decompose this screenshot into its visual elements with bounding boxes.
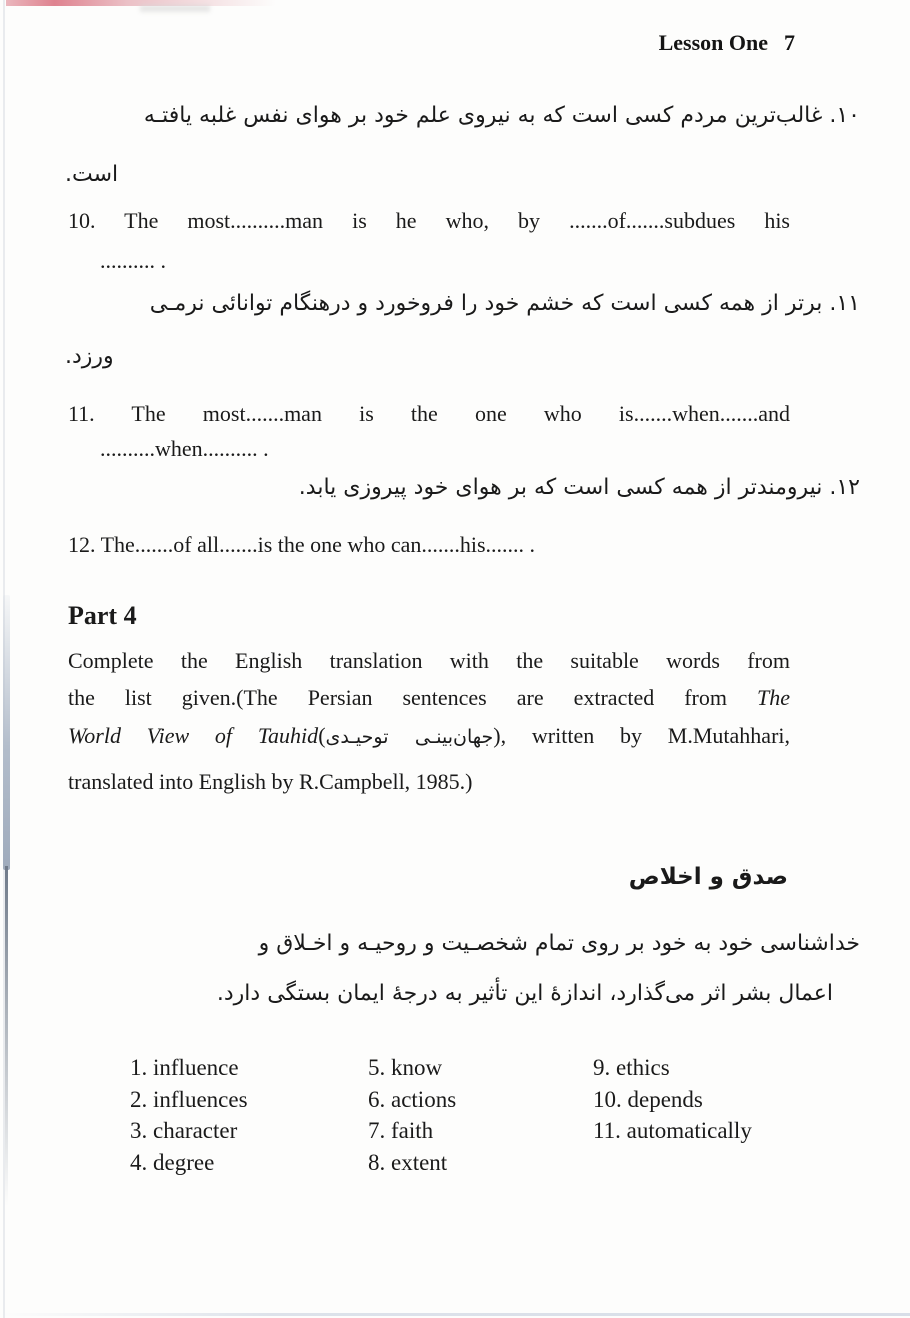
word-item: 7. faith	[368, 1118, 434, 1143]
instruction-line-4: translated into English by R.Campbell, 1985.)	[68, 769, 473, 794]
instruction-line-3-rest: ), written by M.Mutahhari,	[493, 723, 791, 748]
book-title-persian: جهان‌بینـی توحیـدی	[325, 726, 494, 748]
instruction-line-2	[68, 683, 790, 713]
persian-sentence-11-continuation: ورزد.	[65, 344, 114, 369]
instruction-line-3	[68, 720, 790, 754]
sedq-section-heading: صدق و اخلاص	[628, 864, 788, 890]
word-list-column-3	[593, 1052, 752, 1147]
lesson-title: Lesson One	[658, 30, 768, 55]
english-sentence-12: 12. The.......of all.......is the one who can.......his....... .	[68, 532, 536, 557]
part-4-heading: Part 4	[68, 601, 137, 630]
scan-artifact-left-tail	[5, 866, 8, 1206]
word-item: 8. extent	[368, 1149, 448, 1175]
word-item: 11. automatically	[593, 1118, 752, 1143]
paren-open: (	[318, 723, 326, 748]
book-title-start: The	[757, 685, 790, 710]
word-item: 3. character	[130, 1118, 238, 1143]
word-item: 6. actions	[368, 1086, 457, 1112]
word-item: 2. influences	[130, 1086, 248, 1112]
word-item: 4. degree	[130, 1149, 215, 1175]
word-item: 10. depends	[593, 1086, 703, 1112]
word-item: 9. ethics	[593, 1055, 670, 1080]
word-item: 1. influence	[130, 1055, 239, 1080]
page-number: 7	[784, 30, 795, 55]
sedq-paragraph-line-1: خداشناسی خود به خود بر روی تمام شخصـیت و روحیـه و اخـلاق و	[258, 931, 860, 956]
page-header	[0, 30, 795, 56]
book-title-rest: World View of Tauhid	[68, 723, 319, 748]
persian-sentence-11: ۱۱. برتر از همه کسی است که خشم خود را فروخورد و درهنگام توانائی نرمـی	[149, 291, 860, 316]
persian-sentence-10: ۱۰. غالب‌ترین مردم کسی است که به نیروی علم خود بر هوای نفس غلبه یافتـه	[143, 103, 860, 128]
word-item: 5. know	[368, 1055, 443, 1080]
persian-sentence-12: ۱۲. نیرومندتر از همه کسی است که بر هوای خود پیروزی یابد.	[298, 475, 860, 500]
english-sentence-10: 10. The most..........man is he who, by .......of.......subdues his	[68, 208, 790, 233]
instruction-line-1: Complete the English translation with the suitable words from	[68, 648, 790, 673]
english-sentence-10-continuation: .......... .	[100, 248, 166, 273]
scan-artifact-bottom-edge	[0, 1313, 910, 1316]
english-sentence-11-continuation: ..........when.......... .	[100, 436, 269, 461]
word-list-column-2	[368, 1052, 456, 1178]
sedq-paragraph-line-2: اعمال بشر اثر می‌گذارد، اندازۀ این تأثیر به درجۀ ایمان بستگی دارد.	[216, 981, 833, 1006]
instruction-line-2-text: the list given.(The Persian sentences are extracted from	[68, 685, 727, 710]
english-sentence-11: 11. The most.......man is the one who is.......when.......and	[68, 401, 790, 426]
word-list-column-1	[130, 1052, 248, 1178]
persian-sentence-10-continuation: است.	[65, 162, 119, 187]
scan-artifact-gray-smudge	[140, 5, 210, 12]
scan-artifact-left-strip	[3, 595, 10, 870]
